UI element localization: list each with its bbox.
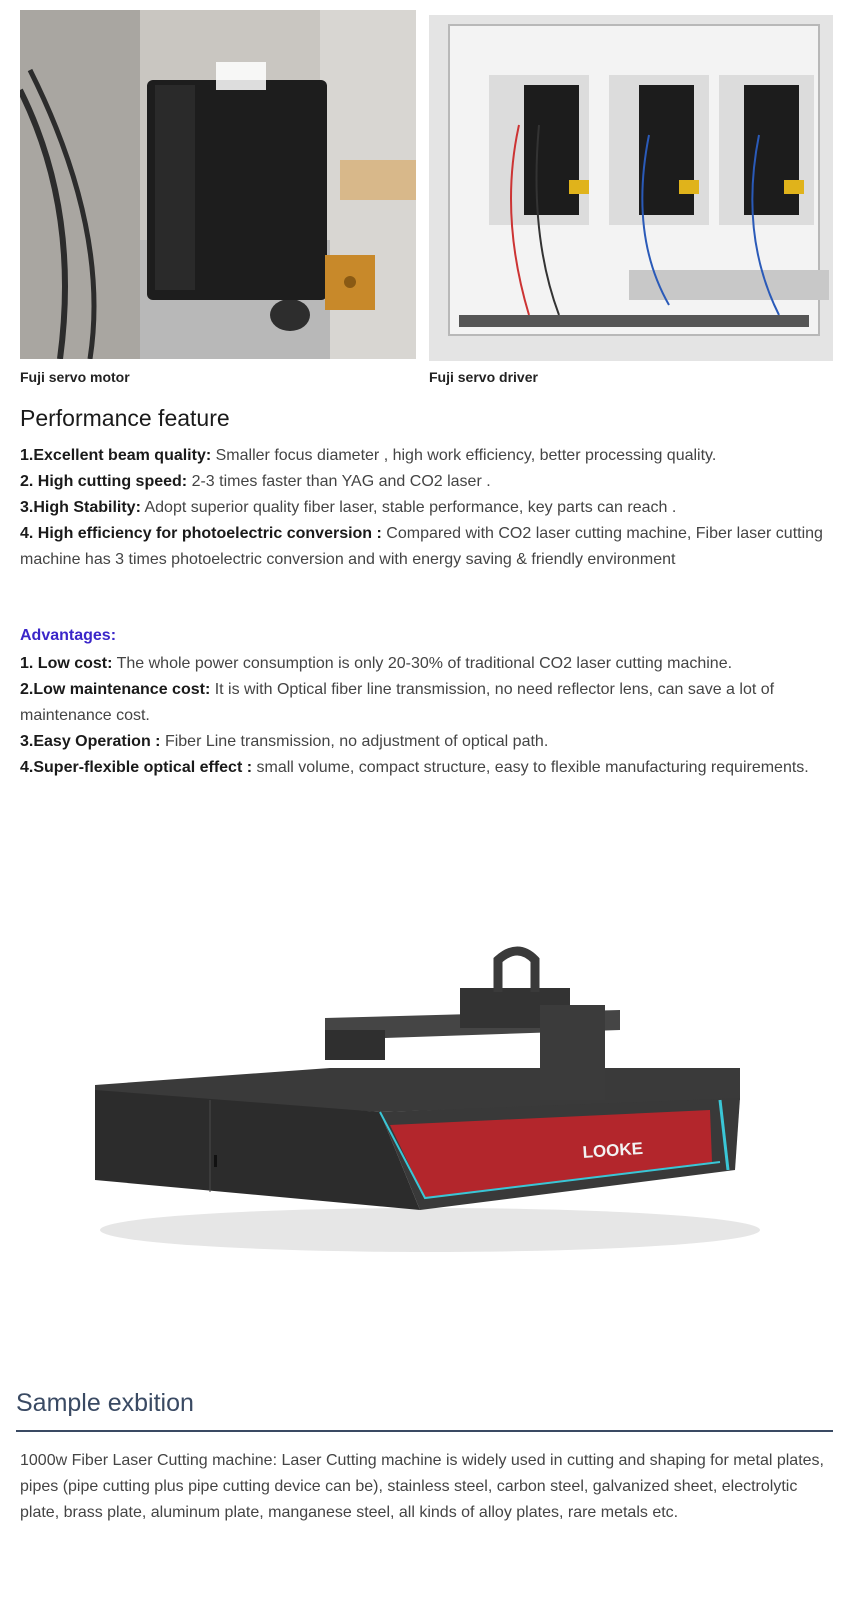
laser-cutting-machine-photo	[80, 930, 760, 1270]
advantage-item	[20, 755, 835, 781]
performance-item-text: Adopt superior quality fiber laser, stable performance, key parts can reach .	[140, 499, 677, 516]
servo-motor-photo	[20, 10, 416, 359]
sample-description: 1000w Fiber Laser Cutting machine: Laser Cutting machine is widely used in cutting and shaping for metal plates, pipes (pipe cutting plus pipe cutting device can be), stainless steel, carbon steel, galvanized sheet, electrolytic plate, brass plate, aluminum plate, manganese steel, all kinds of alloy plates, rare metals etc.	[20, 1452, 824, 1521]
performance-item-label: 1.Excellent beam quality:	[20, 447, 212, 464]
advantage-item	[20, 729, 835, 755]
advantage-item-text: small volume, compact structure, easy to flexible manufacturing requirements.	[252, 759, 809, 776]
performance-item	[20, 443, 835, 469]
performance-item	[20, 469, 835, 495]
advantage-item-text: It is with Optical fiber line transmission, no need reflector lens, can save a lot of maintenance cost.	[20, 681, 775, 724]
advantage-item	[20, 651, 835, 677]
servo-driver-photo	[429, 15, 833, 361]
performance-item-label: 4. High efficiency for photoelectric conversion :	[20, 525, 382, 542]
advantage-item	[20, 677, 835, 729]
performance-item-label: 2. High cutting speed:	[20, 473, 188, 490]
performance-heading: Performance feature	[20, 405, 230, 431]
advantages-list	[20, 651, 835, 781]
performance-item-text: Compared with CO2 laser cutting machine, Fiber laser cutting machine has 3 times photoelectric conversion and with energy saving & friendly environment	[20, 525, 823, 568]
advantage-item-text: Fiber Line transmission, no adjustment of optical path.	[160, 733, 549, 750]
advantage-item-label: 3.Easy Operation :	[20, 733, 161, 750]
advantage-item-label: 1. Low cost:	[20, 655, 113, 672]
advantage-item-text: The whole power consumption is only 20-30% of traditional CO2 laser cutting machine.	[112, 655, 733, 672]
sample-heading: Sample exbition	[16, 1389, 194, 1417]
performance-item	[20, 495, 835, 521]
section-divider	[16, 1430, 833, 1432]
advantage-item-label: 4.Super-flexible optical effect :	[20, 759, 253, 776]
servo-motor-caption: Fuji servo motor	[20, 369, 130, 385]
advantages-heading: Advantages:	[20, 627, 117, 644]
performance-item-text: 2-3 times faster than YAG and CO2 laser .	[187, 473, 491, 490]
servo-driver-caption: Fuji servo driver	[429, 369, 538, 385]
advantage-item-label: 2.Low maintenance cost:	[20, 681, 211, 698]
performance-item-text: Smaller focus diameter , high work efficiency, better processing quality.	[211, 447, 717, 464]
performance-item	[20, 521, 835, 573]
performance-list	[20, 443, 835, 573]
performance-item-label: 3.High Stability:	[20, 499, 141, 516]
machine-brand-mark: LOOKE	[581, 1138, 644, 1162]
